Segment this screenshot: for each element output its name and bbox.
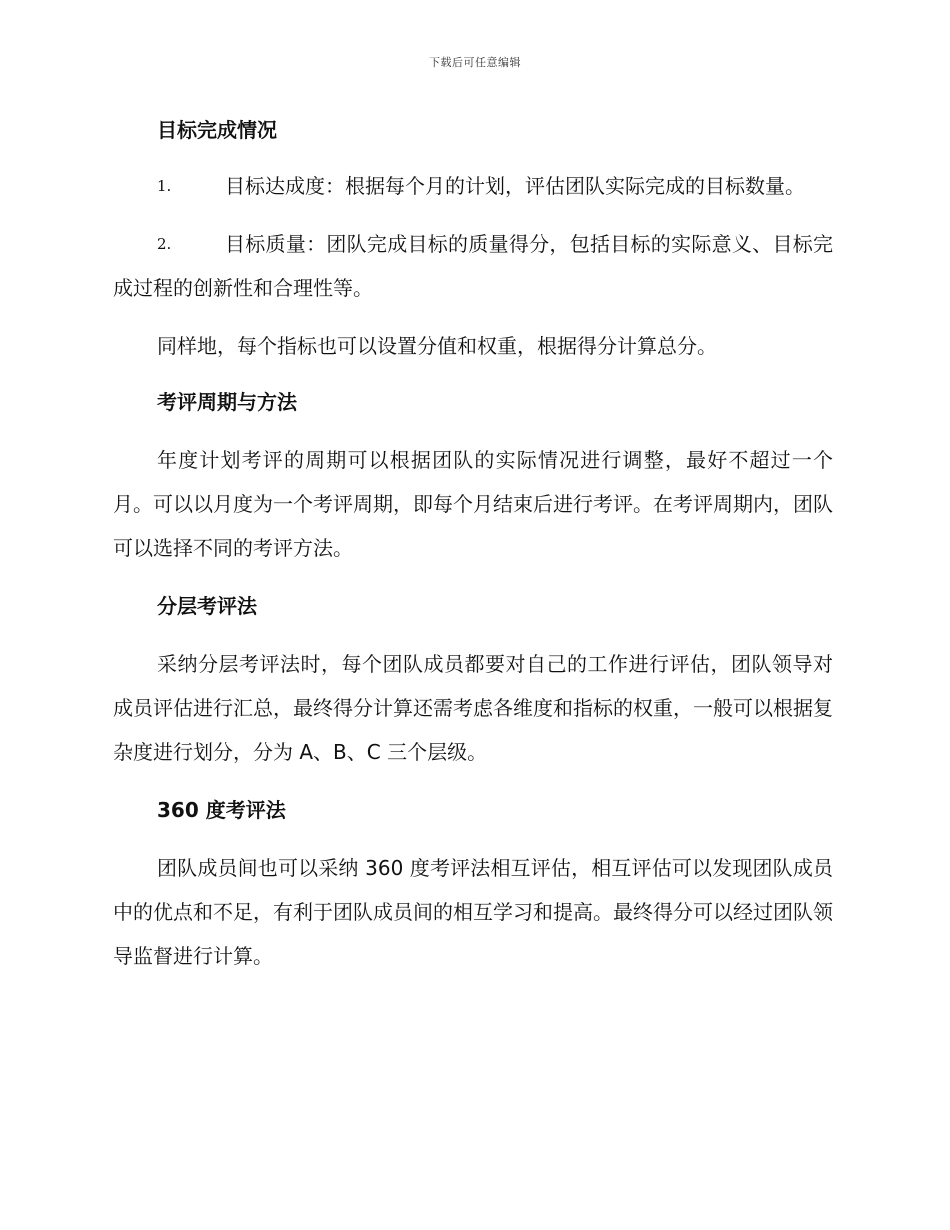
paragraph-layered: 采纳分层考评法时，每个团队成员都要对自己的工作进行评估，团队领导对成员评估进行汇总，最终得分计算还需考虑各维度和指标的权重，一般可以根据复杂度进行划分，分为 A、B、C 三个层级。 [113, 652, 833, 764]
paragraph-360: 团队成员间也可以采纳 360 度考评法相互评估，相互评估可以发现团队成员中的优点和不足，有利于团队成员间的相互学习和提高。最终得分可以经过团队领导监督进行计算。 [113, 856, 833, 968]
list-number: 2. [157, 235, 172, 253]
section-heading-360: 360 度考评法 [157, 798, 286, 822]
section-heading-goal: 目标完成情况 [157, 118, 277, 142]
list-number: 1. [157, 177, 172, 195]
list-text: 目标达成度：根据每个月的计划，评估团队实际完成的目标数量。 [225, 174, 805, 198]
paragraph-goal-note: 同样地，每个指标也可以设置分值和权重，根据得分计算总分。 [157, 334, 717, 358]
section-heading-layered: 分层考评法 [157, 594, 257, 618]
document-body [113, 110, 833, 978]
page-header-note: 下载后可任意编辑 [429, 56, 521, 69]
list-text: 目标质量：团队完成目标的质量得分，包括目标的实际意义、目标完成过程的创新性和合理性等。 [113, 232, 833, 300]
list-item-goal-1 [113, 164, 833, 208]
list-item-goal-2 [113, 222, 833, 310]
section-heading-cycle: 考评周期与方法 [157, 390, 297, 414]
paragraph-cycle: 年度计划考评的周期可以根据团队的实际情况进行调整，最好不超过一个月。可以以月度为一个考评周期，即每个月结束后进行考评。在考评周期内，团队可以选择不同的考评方法。 [113, 448, 833, 560]
